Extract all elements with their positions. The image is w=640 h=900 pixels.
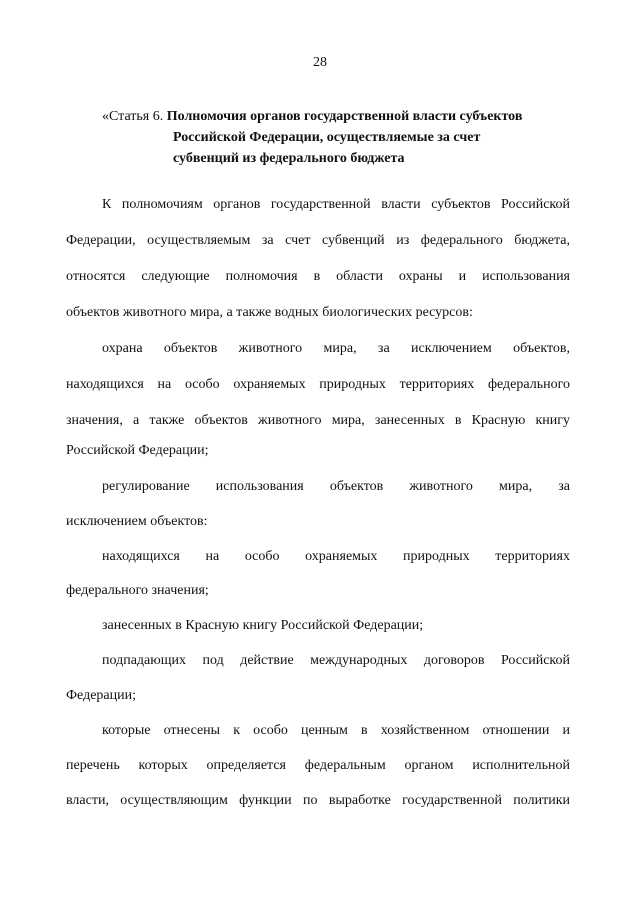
page-number: 28 (313, 55, 327, 70)
body-line-1: К полномочиям органов государственной власти субъектов Российской (102, 197, 570, 212)
article-number: «Статья 6. (102, 109, 164, 124)
body-line-12: федерального значения; (66, 583, 209, 598)
body-line-8: Российской Федерации; (66, 443, 209, 458)
body-line-7: значения, а также объектов животного мира, занесенных в Красную книгу (66, 413, 570, 428)
body-line-11: находящихся на особо охраняемых природных территориях (102, 549, 570, 564)
body-line-16: которые отнесены к особо ценным в хозяйственном отношении и (102, 723, 570, 738)
body-line-10: исключением объектов: (66, 514, 208, 529)
body-line-18: власти, осуществляющим функции по выработке государственной политики (66, 793, 570, 808)
body-line-17: перечень которых определяется федеральным органом исполнительной (66, 758, 570, 773)
article-heading (102, 106, 582, 169)
article-heading-line-1 (102, 106, 582, 127)
body-line-14: подпадающих под действие международных договоров Российской (102, 653, 570, 668)
article-title-part-1: Полномочия органов государственной власти субъектов (166, 109, 523, 124)
body-line-15: Федерации; (66, 688, 137, 703)
article-title-part-3: субвенций из федерального бюджета (173, 151, 405, 166)
body-line-4: объектов животного мира, а также водных биологических ресурсов: (66, 305, 473, 320)
body-line-9: регулирование использования объектов животного мира, за (102, 479, 570, 494)
article-title-part-2: Российской Федерации, осуществляемые за счет (173, 130, 481, 145)
body-line-3: относятся следующие полномочия в области охраны и использования (66, 269, 570, 284)
body-line-13: занесенных в Красную книгу Российской Федерации; (102, 618, 424, 633)
body-line-5: охрана объектов животного мира, за исключением объектов, (102, 341, 570, 356)
body-line-2: Федерации, осуществляемым за счет субвенций из федерального бюджета, (66, 233, 570, 248)
body-line-6: находящихся на особо охраняемых природных территориях федерального (66, 377, 570, 392)
